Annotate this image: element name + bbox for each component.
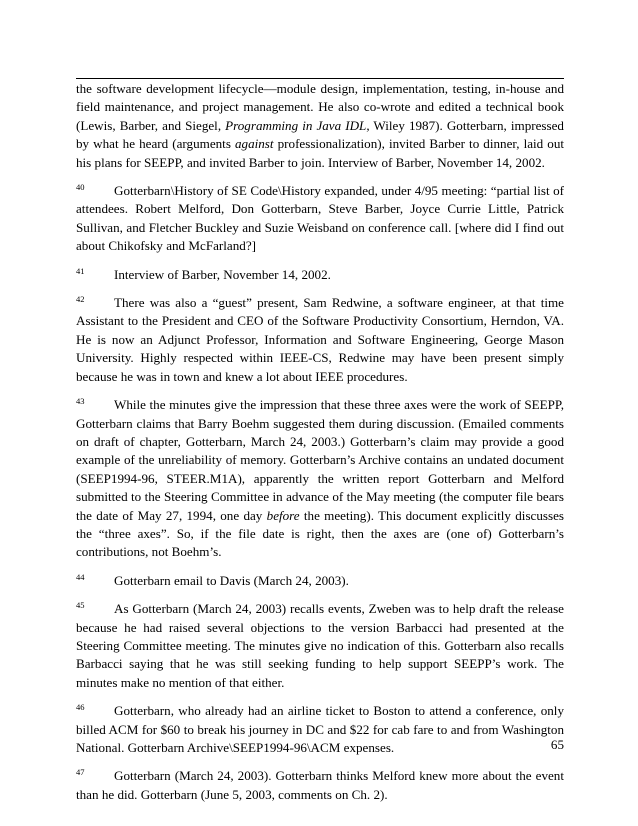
footnote-text: the meeting). This document explicitly discusses the “three axes”. So, if the file date is right, then the axes are (one of) Gotterbarn’s contributions, not Boehm’s. [76, 507, 564, 560]
footnote-text: There was also a “guest” present, Sam Redwine, a software engineer, at that time Assistant to the President and CEO of the Software Productivity Consortium, Herndon, VA. He is now an Adjunct Professor, Information and Software Engineering, George Mason University. Highly respected within IEEE-CS, Redwine may have been present simply because he was in town and knew a lot about IEEE procedures. [76, 295, 564, 384]
text-run: the software development lifecycle—module design, implementation, testing, in-house and field maintenance, and project management. He also co-wrote and edited a technical book (Lewis, Barber, and Siegel, [76, 81, 564, 133]
footnotes-area [76, 80, 564, 804]
footnote-40: 40 Gotterbarn\History of SE Code\History expanded, under 4/95 meeting: “partial list of attendees. Robert Melford, Don Gotterbarn, Steve Barber, Joyce Currie Little, Patrick Sullivan, and Fletcher Buckley and Suzie Weisband on conference call. [where did I find out about Chikofsky and McFarland?] [76, 182, 564, 254]
page-number: 65 [550, 737, 564, 752]
text-run: professionalization), invited Barber to dinner, laid out his plans for SEEPP, and invited Barber to join. Interview of Barber, November 14, 2002. [76, 136, 565, 170]
book-title: Programming in Java IDL, [225, 117, 370, 133]
footnote-42: 42 There was also a “guest” present, Sam Redwine, a software engineer, at that time Assistant to the President and CEO of the Software Productivity Consortium, Herndon, VA. He is now an Adjunct Professor, Information and Software Engineering, George Mason University. Highly respected within IEEE-CS, Redwine may have been present simply because he was in town and knew a lot about IEEE procedures. [76, 294, 564, 384]
emphasis: against [234, 136, 274, 152]
continued-footnote [76, 80, 564, 172]
footnote-44: 44 Gotterbarn email to Davis (March 24, 2003). [76, 571, 349, 588]
footnote-45: 45 As Gotterbarn (March 24, 2003) recalls events, Zweben was to help draft the release because he had raised several objections to the version Barbacci had presented at the Steering Committee meeting. The minutes give no indication of this. Gotterbarn also recalls Barbacci saying that he was still seeking funding to help support SEEPP’s work. The minutes make no mention of that either. [76, 600, 564, 690]
footnote-text: Gotterbarn (March 24, 2003). Gotterbarn thinks Melford knew more about the event than he did. Gotterbarn (June 5, 2003, comments on Ch. 2). [76, 768, 564, 802]
footnote-43: 43 While the minutes give the impression that these three axes were the work of SEEPP, Gotterbarn claims that Barry Boehm suggested them during discussion. (Emailed comments on draft of chapter, Gotterbarn, March 24, 2003.) Gotterbarn’s claim may provide a good example of the unreliability of memory. Gotterbarn’s Archive contains an undated document (SEEP1994-96, STEER.M1A), apparently the written report Gotterbarn and Melford submitted to the Steering Committee in advance of the May meeting (the computer file bears the date of May 27, 1994, one day before the meeting). This document explicitly discusses the “three axes”. So, if the file date is right, then the axes are (one of) Gotterbarn’s contributions, not Boehm’s. [76, 396, 564, 560]
text-run: Wiley 1987). Gotterbarn, impressed by what he heard (arguments [76, 117, 564, 152]
footnote-text: While the minutes give the impression that these three axes were the work of SEEPP, Gotterbarn claims that Barry Boehm suggested them during discussion. (Emailed comments on draft of chapter, Gotterbarn, March 24, 2003.) Gotterbarn’s claim may provide a good example of the unreliability of memory. Gotterbarn’s Archive contains an undated document (SEEP1994-96, STEER.M1A), apparently the written report Gotterbarn and Melford submitted to the Steering Committee in advance of the May meeting (the computer file bears the date of May 27, 1994, one day [76, 397, 564, 523]
footnote-46: 46 Gotterbarn, who already had an airline ticket to Boston to attend a conference, only billed ACM for $60 to break his journey in DC and $22 for cab fare to and from Washington National. Gotterbarn Archive\SEEP1994-96\ACM expenses. [76, 702, 564, 755]
footnote-text: Interview of Barber, November 14, 2002. [114, 266, 331, 282]
emphasis: before [266, 507, 300, 523]
footnote-47: 47 Gotterbarn (March 24, 2003). Gotterbarn thinks Melford knew more about the event than he did. Gotterbarn (June 5, 2003, comments on Ch. 2). [76, 767, 564, 802]
footnote-text: As Gotterbarn (March 24, 2003) recalls events, Zweben was to help draft the release because he had raised several objections to the version Barbacci had presented at the Steering Committee meeting. The minutes give no indication of this. Gotterbarn also recalls Barbacci saying that he was still seeking funding to help support SEEPP’s work. The minutes make no mention of that either. [76, 601, 564, 690]
footnote-separator-rule [76, 78, 564, 79]
footnote-text: Gotterbarn\History of SE Code\History expanded, under 4/95 meeting: “partial list of attendees. Robert Melford, Don Gotterbarn, Steve Barber, Joyce Currie Little, Patrick Sullivan, and Fletcher Buckley and Suzie Weisband on conference call. [where did I find out about Chikofsky and McFarland?] [76, 183, 564, 254]
footnote-41: 41 Interview of Barber, November 14, 2002. [76, 265, 331, 282]
footnote-text: Gotterbarn, who already had an airline ticket to Boston to attend a conference, only billed ACM for $60 to break his journey in DC and $22 for cab fare to and from Washington National. Gotterbarn Archive\SEEP1994-96\ACM expenses. [76, 703, 564, 755]
footnote-text: Gotterbarn email to Davis (March 24, 2003). [114, 572, 349, 588]
